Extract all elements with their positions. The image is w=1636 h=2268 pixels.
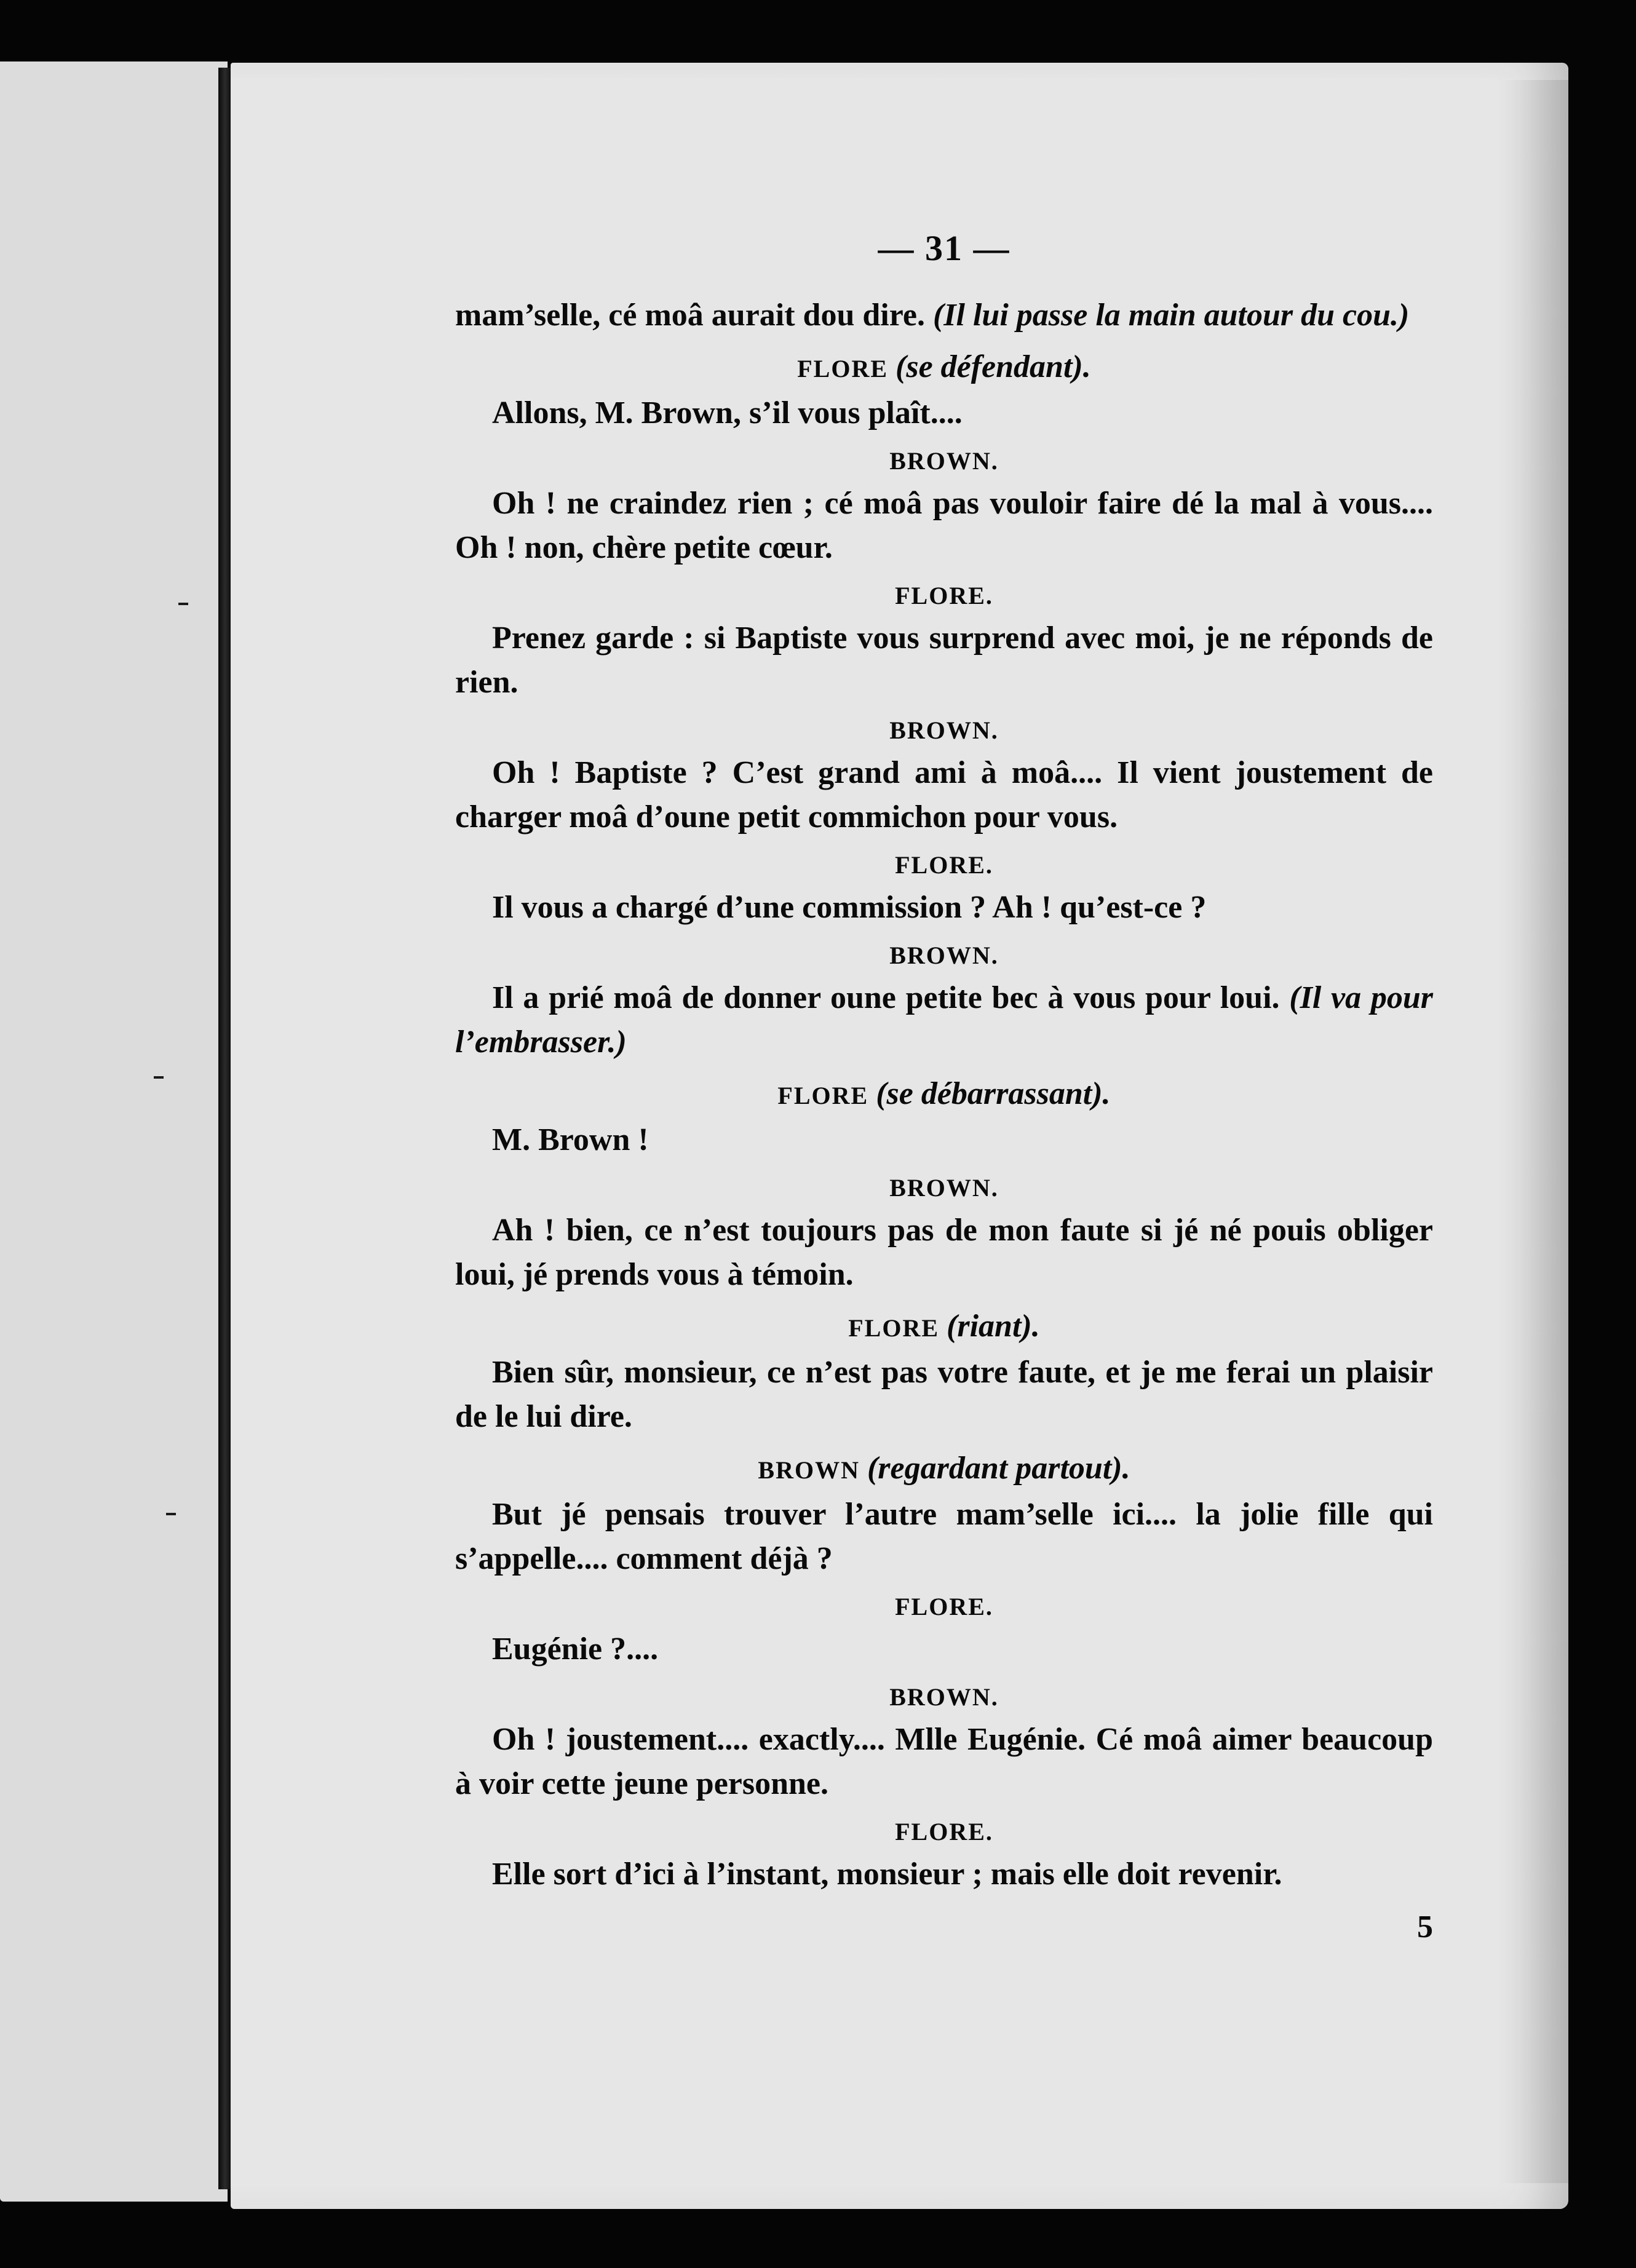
- speaker-heading: BROWN.: [889, 447, 999, 475]
- facing-page: [0, 61, 228, 2202]
- speaker-heading: BROWN.: [889, 1174, 999, 1202]
- dialogue-line: Oh ! ne craindez rien ; cé moâ pas vouloir faire dé la mal à vous.... Oh ! non, chère petite cœur.: [455, 486, 1433, 565]
- stage-direction: (se débarrassant).: [876, 1076, 1111, 1111]
- dialogue-line: Oh ! Baptiste ? C’est grand ami à moâ.... Il vient joustement de charger moâ d’oune petit commichon pour vous.: [455, 755, 1433, 835]
- dialogue-line: Il a prié moâ de donner oune petite bec à vous pour loui. (Il va pour l’embrasser.): [455, 980, 1434, 1060]
- speaker-heading: BROWN.: [889, 1683, 999, 1711]
- speaker-heading: FLORE.: [895, 1593, 993, 1620]
- dialogue-line: Ah ! bien, ce n’est toujours pas de mon faute si jé né pouis obliger loui, jé prends vous à témoin.: [455, 1213, 1433, 1292]
- dialogue-line: Bien sûr, monsieur, ce n’est pas votre faute, et je me ferai un plaisir de le lui dire.: [455, 1355, 1433, 1434]
- margin-mark: [154, 1076, 164, 1079]
- speaker-heading: FLORE.: [895, 1818, 993, 1846]
- stage-direction: (riant).: [947, 1309, 1040, 1344]
- dialogue-line: Eugénie ?....: [492, 1632, 659, 1667]
- dialogue-line: Prenez garde : si Baptiste vous surprend avec moi, je ne réponds de rien.: [455, 621, 1433, 700]
- margin-mark: [178, 603, 188, 605]
- speaker-heading: FLORE.: [895, 851, 993, 879]
- speaker-heading: BROWN.: [889, 716, 999, 744]
- dialogue-line: mam’selle, cé moâ aurait dou dire. (Il lui passe la main autour du cou.): [455, 298, 1410, 333]
- dialogue-line: Il vous a chargé d’une commission ? Ah ! qu’est-ce ?: [492, 890, 1207, 925]
- dialogue-line: M. Brown !: [492, 1122, 649, 1157]
- page-number: — 31 —: [878, 228, 1011, 268]
- speaker-heading: FLORE.: [895, 582, 993, 609]
- stage-direction: (Il va pour l’embrasser.): [455, 980, 1434, 1060]
- speaker-heading: FLORE (se débarrassant).: [777, 1076, 1111, 1111]
- dialogue-line: Oh ! joustement.... exactly.... Mlle Eugénie. Cé moâ aimer beaucoup à voir cette jeune personne.: [455, 1722, 1433, 1801]
- speaker-heading: FLORE (riant).: [848, 1309, 1040, 1344]
- stage-direction: (regardant partout).: [867, 1451, 1130, 1486]
- speaker-heading: BROWN (regardant partout).: [758, 1451, 1130, 1486]
- dialogue-line: But jé pensais trouver l’autre mam’selle ici.... la jolie fille qui s’appelle.... comment déjà ?: [455, 1497, 1433, 1576]
- book-gutter: [218, 68, 232, 2189]
- speaker-heading: BROWN.: [889, 942, 999, 969]
- signature-mark: 5: [1417, 1909, 1433, 1945]
- dialogue-line: Elle sort d’ici à l’instant, monsieur ; mais elle doit revenir.: [492, 1857, 1282, 1892]
- stage-direction: (Il lui passe la main autour du cou.): [932, 298, 1410, 333]
- margin-mark: [166, 1513, 176, 1515]
- stage-direction: (se défendant).: [895, 349, 1091, 384]
- speaker-heading: FLORE (se défendant).: [797, 349, 1091, 384]
- dialogue-line: Allons, M. Brown, s’il vous plaît....: [492, 395, 963, 430]
- page-text: [455, 209, 1433, 1945]
